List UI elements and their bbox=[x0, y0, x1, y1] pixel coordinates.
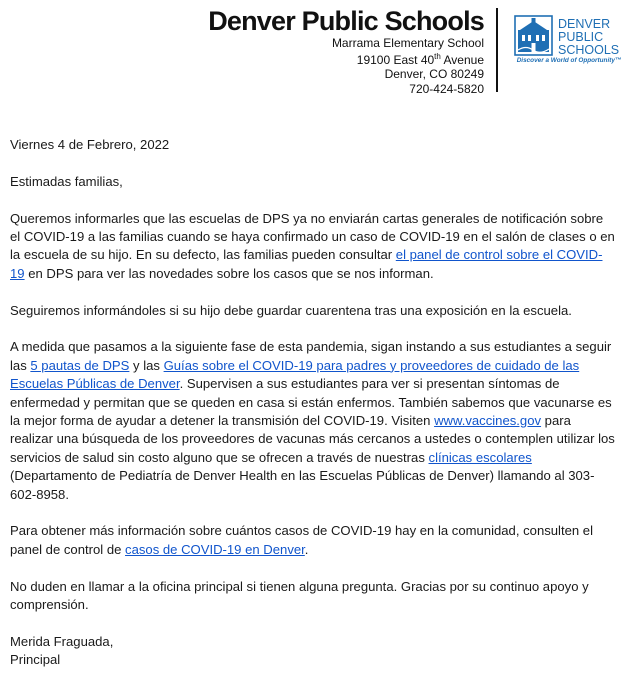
paragraph-notification-change bbox=[10, 210, 616, 284]
p4-text-b: . bbox=[304, 541, 309, 557]
paragraph-quarantine: Seguiremos informándoles si su hijo debe guardar cuarentena tras una exposición en la escuela. bbox=[10, 302, 572, 318]
signature-name: Merida Fraguada, bbox=[10, 633, 114, 649]
p3-text-b: y las bbox=[129, 357, 164, 373]
logo-line-3: SCHOOLS bbox=[558, 43, 620, 57]
paragraph-guidelines bbox=[10, 338, 616, 504]
p1-text-b: en DPS para ver las novedades sobre los casos que se nos informan. bbox=[24, 265, 434, 281]
street-number: 19100 East 40 bbox=[356, 53, 435, 68]
logo-line-2: PUBLIC bbox=[558, 30, 604, 44]
paragraph-closing: No duden en llamar a la oficina principal si tienen alguna pregunta. Gracias por su continuo apoyo y comprensión. bbox=[10, 578, 589, 613]
vaccines-gov-link[interactable]: www.vaccines.gov bbox=[434, 413, 542, 429]
dps-guidelines-link[interactable]: 5 pautas de DPS bbox=[30, 357, 130, 373]
covid-dashboard-link[interactable]: el panel de control sobre el COVID-19 bbox=[10, 247, 603, 281]
letterhead-divider bbox=[496, 8, 498, 92]
logo-tagline-text: Discover a World of Opportunity bbox=[516, 57, 615, 64]
street-address bbox=[332, 50, 484, 67]
letter-date: Viernes 4 de Febrero, 2022 bbox=[10, 137, 170, 152]
p3-text-a: A medida que pasamos a la siguiente fase de esta pandemia, sigan instando a sus estudiantes a seguir las bbox=[10, 339, 612, 373]
street-ordinal: th bbox=[434, 52, 441, 62]
logo-line-1: DENVER bbox=[558, 17, 611, 31]
city-state-zip: Denver, CO 80249 bbox=[384, 67, 484, 82]
paragraph-community-cases bbox=[10, 522, 616, 559]
logo-trademark: ™ bbox=[614, 57, 622, 64]
school-address bbox=[332, 36, 484, 96]
organization-name: Denver Public Schools bbox=[208, 6, 484, 36]
school-name: Marrama Elementary School bbox=[331, 36, 484, 50]
school-clinics-link[interactable]: clínicas escolares bbox=[428, 449, 532, 465]
letter-body bbox=[10, 136, 616, 670]
denver-cases-link[interactable]: casos de COVID-19 en Denver bbox=[125, 541, 305, 557]
dps-logo bbox=[512, 14, 624, 74]
p3-text-e: (Departamento de Pediatría de Denver Health en las Escuelas Públicas de Denver) llamando al 303-602-8958. bbox=[10, 468, 595, 502]
letter-greeting: Estimadas familias, bbox=[10, 173, 123, 189]
p3-text-c: . Supervisen a sus estudiantes para ver si presentan síntomas de enfermedad y permitan que se queden en casa si están enfermos. También sabemos que vacunarse es la mejor forma de ayudar a detener la transmisión del COVID-19. Visiten bbox=[10, 376, 612, 429]
street-suffix: Avenue bbox=[440, 53, 484, 68]
p3-text-d: para realizar una búsqueda de los proveedores de vacunas más cercanos a ustedes o contemplen utilizar los servicios de salud sin costo alguno que se ofrecen a través de nuestras bbox=[10, 413, 615, 465]
letterhead bbox=[0, 0, 629, 100]
signature-title: Principal bbox=[10, 652, 61, 668]
covid-guides-link[interactable]: Guías sobre el COVID-19 para padres y proveedores de cuidado de las Escuelas Públicas de Denver bbox=[10, 357, 580, 392]
logo-tagline bbox=[511, 57, 627, 64]
p4-text-a: Para obtener más información sobre cuántos casos de COVID-19 hay en la comunidad, consulten el panel de control de bbox=[10, 523, 593, 557]
p1-text-a: Queremos informarles que las escuelas de DPS ya no enviarán cartas generales de notificación sobre el COVID-19 a las familias cuando se haya confirmado un caso de COVID-19 en el salón de clases o en la escuela de su hijo. En su defecto, las familias pueden consultar bbox=[10, 210, 615, 263]
school-building-icon bbox=[512, 14, 624, 58]
phone-number: 720-424-5820 bbox=[409, 81, 484, 96]
